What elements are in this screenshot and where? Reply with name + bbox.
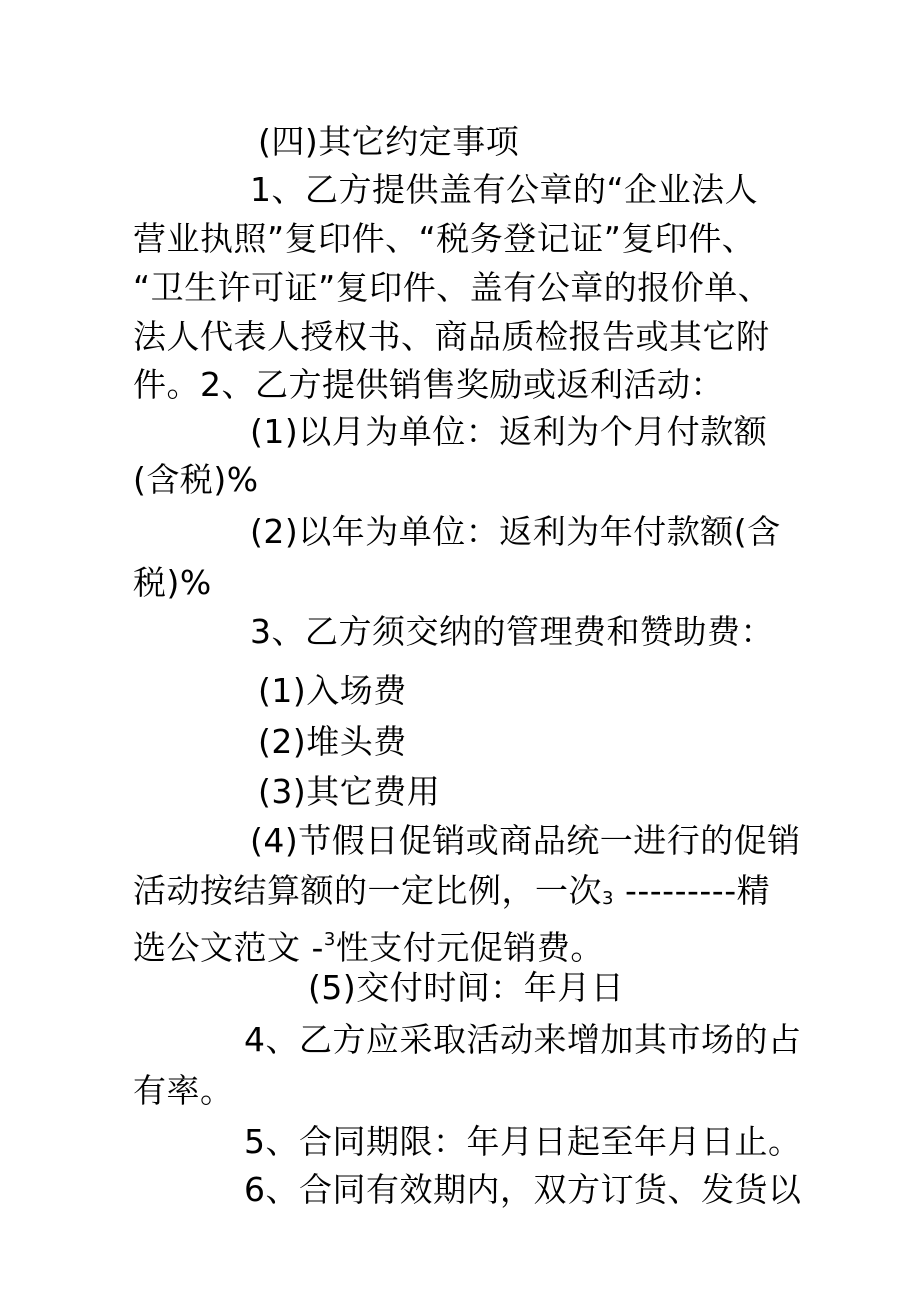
- paragraph-line: [133, 920, 604, 968]
- paragraph-line: 5、合同期限：年月日起至年月日止。: [244, 1122, 802, 1161]
- paragraph-line: (含税)%: [133, 460, 259, 499]
- paragraph-line: (1)以月为单位：返利为个月付款额: [250, 412, 768, 451]
- footer-dashes: ---------精: [613, 871, 771, 910]
- paragraph-text: 活动按结算额的一定比例，一次: [133, 871, 602, 910]
- page-number-sup: 3: [323, 929, 336, 950]
- paragraph-line: (2)以年为单位：返利为年付款额(含: [250, 512, 781, 551]
- list-item: (2)堆头费: [258, 722, 407, 761]
- paragraph-line: 法人代表人授权书、商品质检报告或其它附: [133, 317, 770, 356]
- list-item: (1)入场费: [258, 671, 407, 710]
- paragraph-line: 有率。: [133, 1071, 234, 1110]
- paragraph-line: 税)%: [133, 563, 212, 602]
- paragraph-line: 3、乙方须交纳的管理费和赞助费：: [250, 612, 774, 651]
- paragraph-line: 营业执照”复印件、“税务登记证”复印件、: [133, 219, 756, 258]
- paragraph-line: (4)节假日促销或商品统一进行的促销: [250, 821, 801, 860]
- paragraph-line: 4、乙方应采取活动来增加其市场的占: [244, 1020, 802, 1059]
- paragraph-line: [133, 871, 770, 919]
- paragraph-line: (5)交付时间：年月日: [308, 968, 625, 1007]
- paragraph-text: 性支付元促销费。: [335, 928, 604, 967]
- paragraph-line: 件。2、乙方提供销售奖励或返利活动：: [133, 365, 724, 404]
- paragraph-line: 6、合同有效期内，双方订货、发货以: [244, 1170, 802, 1209]
- paragraph-text: 选公文范文 -: [133, 928, 324, 967]
- paragraph-line: 1、乙方提供盖有公章的“企业法人: [250, 170, 759, 209]
- list-item: (3)其它费用: [258, 772, 441, 811]
- paragraph-line: “卫生许可证”复印件、盖有公章的报价单、: [133, 268, 772, 307]
- page-number-sub: 3: [602, 888, 614, 909]
- section-heading: (四)其它约定事项: [258, 122, 520, 161]
